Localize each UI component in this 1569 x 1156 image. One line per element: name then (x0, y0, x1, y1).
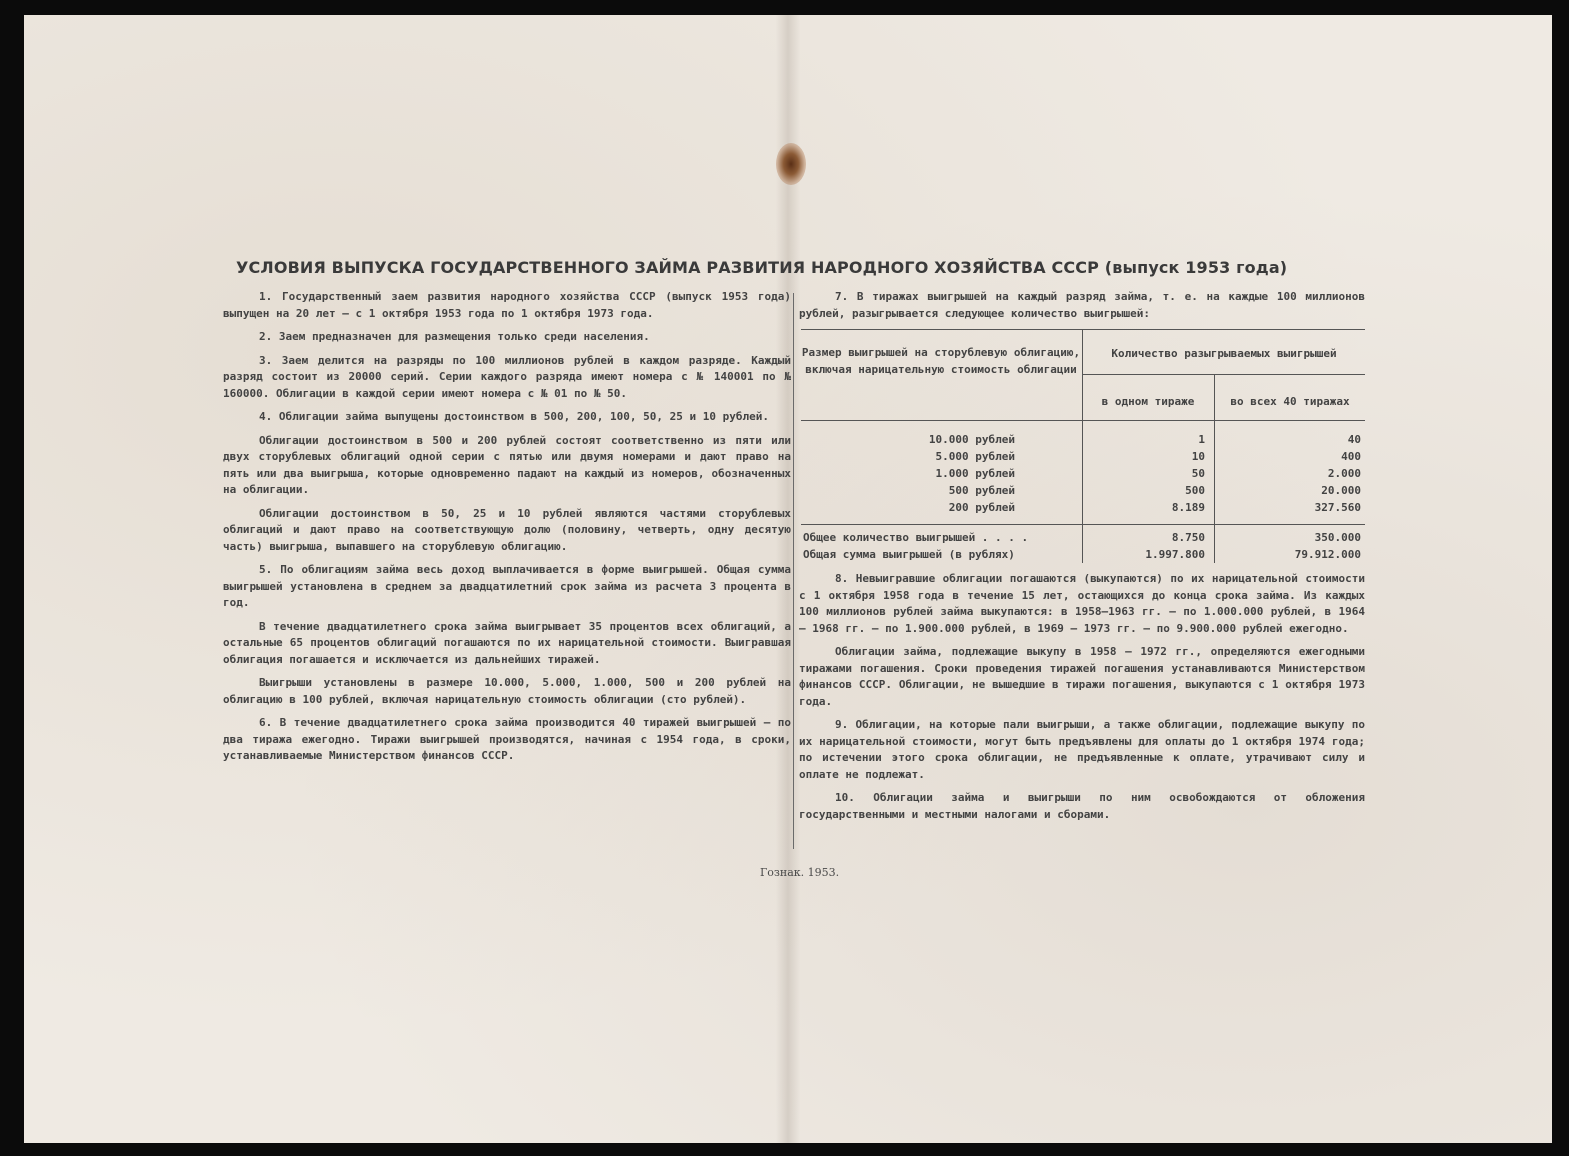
left-column (223, 289, 791, 772)
table-total-row (801, 529, 1365, 546)
header-one-draw: в одном тираже (1101, 395, 1195, 408)
table-total-row (801, 546, 1365, 563)
cell-size: 200 рублей (948, 501, 1015, 514)
cell-total-label: Общая сумма выигрышей (в рублях) (803, 548, 1015, 561)
cell-one-draw: 500 (1185, 484, 1205, 497)
cell-all-draws: 327.560 (1314, 501, 1361, 514)
cell-all-draws: 2.000 (1327, 467, 1361, 480)
cell-one-draw: 1.997.800 (1145, 548, 1205, 561)
cell-all-draws: 350.000 (1314, 531, 1361, 544)
paragraph: 3. Заем делится на разряды по 100 миллионов рублей в каждом разряде. Каждый разряд состоит из 20000 серий. Серии каждого разряда имеют номера с № 140001 по № 160000. Облигации в каждой серии имеют номера с № 01 по № 50. (223, 353, 791, 400)
paragraph: 9. Облигации, на которые пали выигрыши, а также облигации, подлежащие выкупу по их нарицательной стоимости, могут быть предъявлены для оплаты до 1 октября 1974 года; по истечении этого срока облигации, не предъявленные к оплате, утрачивают силу и оплате не подлежат. (799, 718, 1365, 781)
cell-all-draws: 20.000 (1321, 484, 1361, 497)
cell-all-draws: 400 (1341, 450, 1361, 463)
table-body (801, 421, 1365, 563)
header-group (1083, 330, 1365, 420)
cell-size: 5.000 рублей (935, 450, 1015, 463)
cell-one-draw: 8.189 (1171, 501, 1205, 514)
table-header (801, 329, 1365, 421)
table-row (801, 431, 1365, 448)
cell-size: 10.000 рублей (928, 433, 1015, 446)
header-prize-size: Размер выигрышей на сторублевую облигацию, включая нарицательную стоимость облигации (801, 346, 1081, 376)
table-rule (1083, 374, 1365, 375)
paragraph: 4. Облигации займа выпущены достоинством в 500, 200, 100, 50, 25 и 10 рублей. (259, 410, 769, 423)
right-column (799, 289, 1365, 830)
cell-all-draws: 79.912.000 (1294, 548, 1361, 561)
paragraph: Облигации достоинством в 50, 25 и 10 рублей являются частями сторублевых облигаций и дают право на соответствующую долю (половину, четверть, одну десятую часть) выигрыша, выпавшего на сторублевую облигацию. (223, 506, 791, 553)
paragraph: 10. Облигации займа и выигрыши по ним освобождаются от обложения государственными и местными налогами и сборами. (799, 791, 1365, 821)
paragraph: Облигации займа, подлежащие выкупу в 1958 — 1972 гг., определяются ежегодными тиражами погашения. Сроки проведения тиражей погашения устанавливаются Министерством финансов СССР. Облигации, не вышедшие в тиражи погашения, выкупаются с 1 октября 1973 года. (799, 645, 1365, 708)
paragraph: 8. Невыигравшие облигации погашаются (выкупаются) по их нарицательной стоимости с 1 октября 1958 года в течение 15 лет, остающихся до конца срока займа. Из каждых 100 миллионов рублей займа выкупаются: в 1958—1963 гг. — по 1.000.000 рублей, в 1964 — 1968 гг. — по 1.900.000 рублей, в 1969 — 1973 гг. — по 9.900.000 рублей ежегодно. (799, 572, 1365, 635)
cell-total-label: Общее количество выигрышей . . . . (803, 531, 1029, 544)
cell-size: 1.000 рублей (935, 467, 1015, 480)
header-prize-count: Количество разыгрываемых выигрышей (1111, 347, 1337, 360)
cell-one-draw: 8.750 (1171, 531, 1205, 544)
cell-size: 500 рублей (948, 484, 1015, 497)
header-all-draws: во всех 40 тиражах (1230, 395, 1350, 408)
paragraph: В течение двадцатилетнего срока займа выигрывает 35 процентов всех облигаций, а остальные 65 процентов облигаций погашаются по их нарицательной стоимости. Выигравшая облигация погашается и исключается из дальнейших тиражей. (223, 619, 791, 666)
paragraph: 6. В течение двадцатилетнего срока займа производится 40 тиражей выигрышей — по два тиража ежегодно. Тиражи выигрышей производятся, начиная с 1954 года, в сроки, устанавливаемые Министерством финансов СССР. (223, 716, 791, 762)
column-divider (793, 293, 794, 849)
paragraph: 2. Заем предназначен для размещения только среди населения. (259, 330, 650, 343)
paragraph: Выигрыши установлены в размере 10.000, 5.000, 1.000, 500 и 200 рублей на облигацию в 100 рублей, включая нарицательную стоимость облигации (сто рублей). (223, 676, 791, 706)
paragraph: 7. В тиражах выигрышей на каждый разряд займа, т. е. на каждые 100 миллионов рублей, разыгрывается следующее количество выигрышей: (799, 290, 1365, 320)
document-title: УСЛОВИЯ ВЫПУСКА ГОСУДАРСТВЕННОГО ЗАЙМА РАЗВИТИЯ НАРОДНОГО ХОЗЯЙСТВА СССР (выпуск 1953 года) (236, 258, 1288, 277)
table-row (801, 465, 1365, 482)
cell-one-draw: 50 (1191, 467, 1205, 480)
paper-stain (776, 143, 806, 185)
paragraph: 5. По облигациям займа весь доход выплачивается в форме выигрышей. Общая сумма выигрышей установлена в среднем за двадцатилетний срок займа из расчета 3 процента в год. (223, 563, 791, 609)
table-row (801, 448, 1365, 465)
table-row (801, 499, 1365, 516)
cell-one-draw: 1 (1198, 433, 1205, 446)
printer-imprint: Гознак. 1953. (760, 866, 840, 879)
cell-one-draw: 10 (1191, 450, 1205, 463)
table-rule (801, 524, 1365, 525)
prize-table (801, 329, 1365, 563)
paragraph: 1. Государственный заем развития народного хозяйства СССР (выпуск 1953 года) выпущен на 20 лет — с 1 октября 1953 года по 1 октября 1973 года. (223, 290, 791, 320)
cell-all-draws: 40 (1347, 433, 1361, 446)
paragraph: Облигации достоинством в 500 и 200 рублей состоят соответственно из пяти или двух сторублевых облигаций одной серии с пятью или двумя номерами и дают право на пять или два выигрыша, которые одновременно падают на каждый из номеров, обозначенных на облигации. (223, 433, 791, 496)
table-row (801, 482, 1365, 499)
